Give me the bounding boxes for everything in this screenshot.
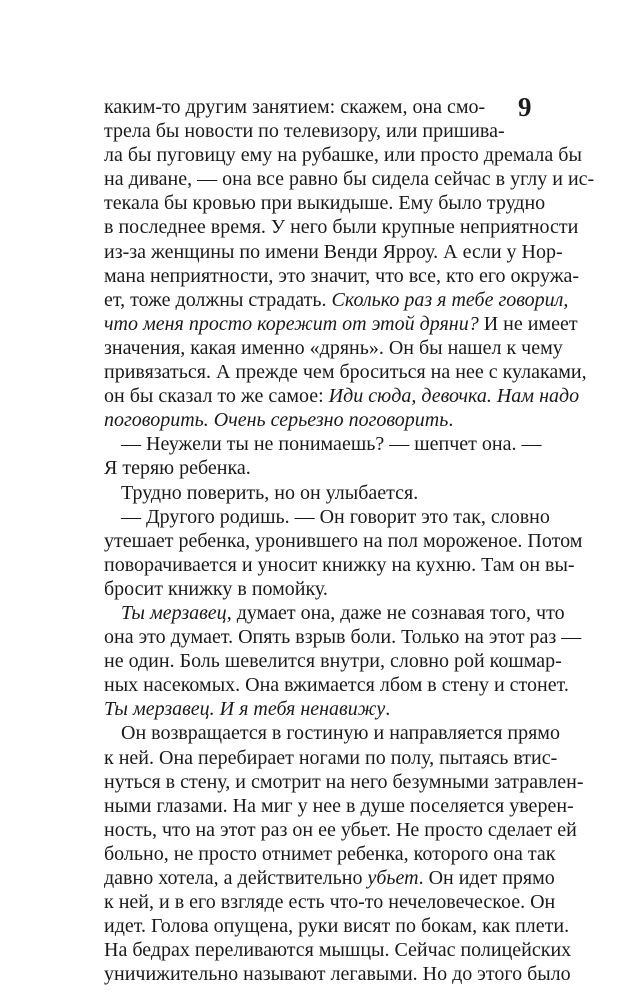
text-run: нуться в стену, и смотрит на него безумными затравлен- <box>104 770 584 793</box>
text-run: к ней. Она перебирает ногами по полу, пытаясь втис- <box>104 746 558 769</box>
text-line <box>104 360 587 384</box>
text-run: Он возвращается в гостиную и направляется прямо <box>121 722 560 745</box>
text-run: на диване, — она все равно бы сидела сейчас в углу и ис- <box>104 168 595 191</box>
text-line <box>104 890 556 914</box>
text-run: поворачивается и уносит книжку на кухню. Там он вы- <box>104 553 575 576</box>
italic-text: поговорить. Очень серьезно поговорить <box>104 409 449 432</box>
text-line <box>104 95 486 119</box>
text-line <box>104 408 534 432</box>
text-run: утешает ребенка, уронившего на пол мороженое. Потом <box>104 529 583 552</box>
text-run: И не имеет <box>478 312 578 335</box>
text-line <box>104 577 534 601</box>
text-run: ла бы пуговицу ему на рубашке, или просто дремала бы <box>104 144 582 167</box>
text-run: уничижительно называют легавыми. Но до этого было <box>104 963 571 986</box>
text-line <box>104 505 550 529</box>
text-line <box>104 264 580 288</box>
text-run: бросит книжку в помойку. <box>104 577 328 600</box>
text-line <box>104 673 569 697</box>
text-run: Я теряю ребенка. <box>104 457 251 480</box>
text-run: . <box>448 409 454 432</box>
text-line <box>104 794 574 818</box>
text-run: На бедрах переливаются мышцы. Сейчас полицейских <box>104 939 572 962</box>
text-line <box>104 312 578 336</box>
text-run: . <box>385 698 391 721</box>
text-line <box>104 770 584 794</box>
text-line <box>104 456 534 480</box>
text-run: мана неприятности, это значит, что все, кто его окружа- <box>104 264 580 287</box>
text-run: — Другого родишь. — Он говорит это так, словно <box>121 505 550 528</box>
text-line <box>104 336 563 360</box>
text-line <box>104 240 563 264</box>
italic-text: убьет <box>367 867 419 889</box>
italic-text: Сколько раз я тебе говорил, <box>331 288 569 311</box>
text-line <box>104 553 575 577</box>
text-line <box>104 649 562 673</box>
text-line <box>104 866 555 890</box>
text-line <box>104 601 565 625</box>
text-run: к ней, и в его взгляде есть что-то нечеловеческое. Он <box>104 891 556 914</box>
italic-text: Ты мерзавец. И я тебя ненавижу <box>104 698 386 721</box>
text-run: ными глазами. На миг у нее в душе поселяется уверен- <box>104 794 574 817</box>
text-run: значения, какая именно «дрянь». Он бы нашел к чему <box>104 336 563 359</box>
text-line <box>104 191 546 215</box>
text-run: давно хотела, а действительно <box>104 867 368 889</box>
text-line <box>104 529 583 553</box>
italic-text: Ты мерзавец <box>121 601 227 624</box>
text-line <box>104 119 505 143</box>
text-line <box>104 962 571 986</box>
text-run: в последнее время. У него были крупные неприятности <box>104 216 579 239</box>
text-line <box>104 215 579 239</box>
italic-text: что меня просто корежит от этой дряни? <box>104 312 479 335</box>
text-run: — Неужели ты не понимаешь? — шепчет она. — <box>121 433 542 456</box>
text-line <box>104 842 556 866</box>
text-line <box>104 167 595 191</box>
text-run: из-за женщины по имени Венди Ярроу. А если у Нор- <box>104 240 563 263</box>
italic-text: Иди сюда, девочка. Нам надо <box>328 385 580 408</box>
text-run: идет. Голова опущена, руки висят по бокам, как плети. <box>104 915 570 938</box>
text-run: ных насекомых. Она вжимается лбом в стену и стонет. <box>104 674 569 697</box>
text-run: не один. Боль шевелится внутри, словно рой кошмар- <box>104 650 562 673</box>
text-run: она это думает. Опять взрыв боли. Только на этот раз — <box>104 626 582 649</box>
text-run: каким-то другим занятием: скажем, она смо- <box>104 96 486 118</box>
text-run: трела бы новости по телевизору, или пришива- <box>104 120 505 143</box>
text-line <box>104 914 570 938</box>
text-run: больно, не просто отнимет ребенка, которого она так <box>104 842 556 865</box>
text-line <box>104 432 542 456</box>
text-run: текала бы кровью при выкидыше. Ему было трудно <box>104 192 546 215</box>
text-run: ность, что на этот раз он ее убьет. Не просто сделает ей <box>104 818 577 841</box>
text-line <box>104 697 534 721</box>
text-run: ет, тоже должны страдать. <box>104 288 332 311</box>
text-line <box>104 143 582 167</box>
body-text <box>104 95 595 986</box>
text-run: привязаться. А прежде чем броситься на нее с кулаками, <box>104 361 587 384</box>
text-run: . Он идет прямо <box>418 867 555 889</box>
text-line <box>104 481 534 505</box>
text-run: , думает она, даже не сознавая того, что <box>226 601 565 624</box>
text-line <box>104 625 582 649</box>
text-line <box>104 818 577 842</box>
text-line <box>104 288 569 312</box>
text-line <box>104 721 560 745</box>
text-run: Трудно поверить, но он улыбается. <box>121 481 419 504</box>
text-run: он бы сказал то же самое: <box>104 385 329 408</box>
text-line <box>104 746 558 770</box>
text-line <box>104 384 580 408</box>
text-line <box>104 938 572 962</box>
page-number: 9 <box>518 92 532 122</box>
